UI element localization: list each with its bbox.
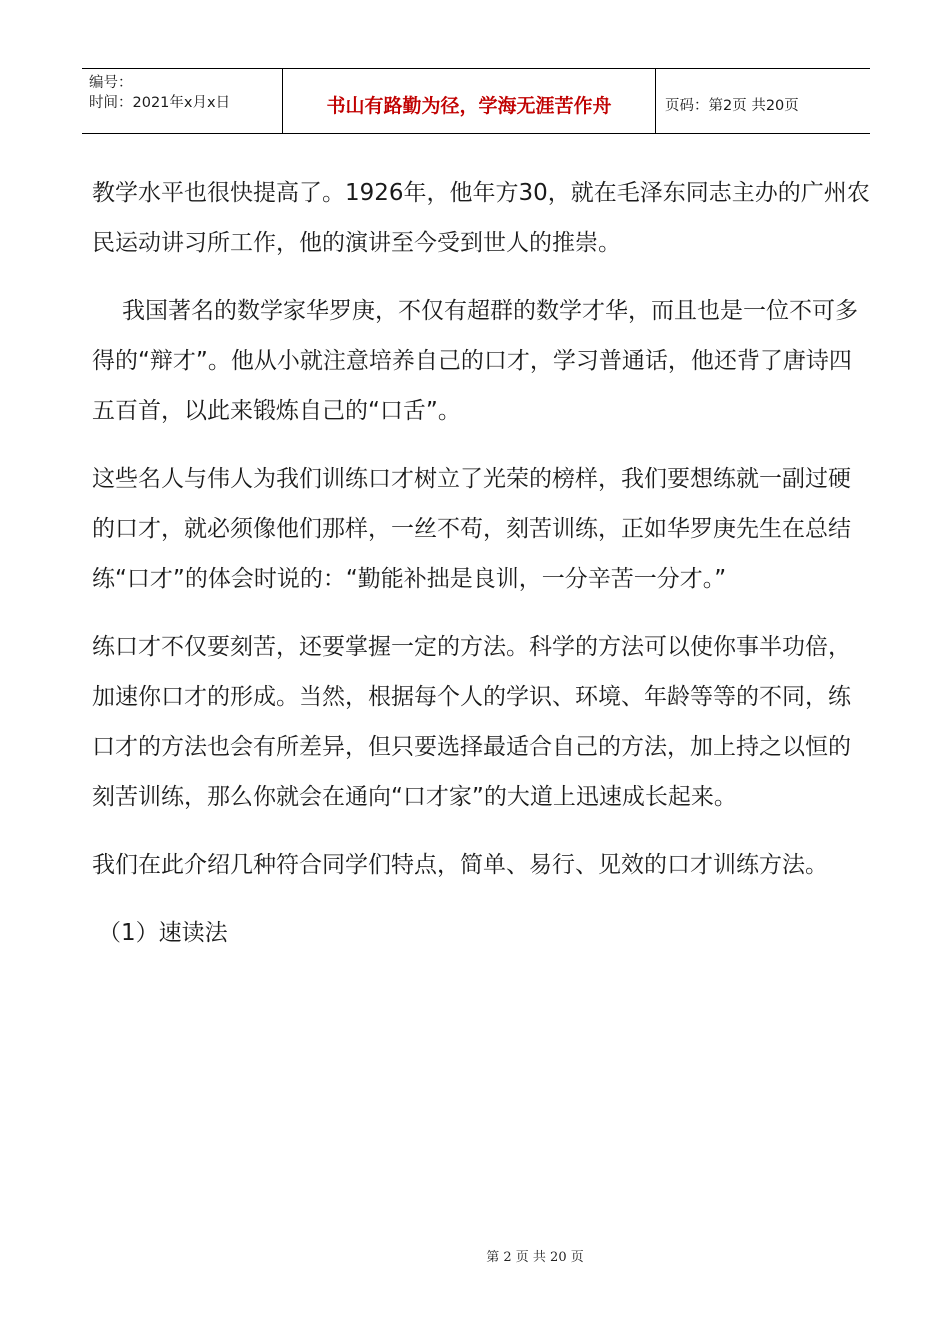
paragraph: 练口才不仅要刻苦，还要掌握一定的方法。科学的方法可以使你事半功倍，加速你口才的形成。当然，根据每个人的学识、环境、年龄等等的不同，练口才的方法也会有所差异，但只要选择最适合自己的方法，加上持之以恒的刻苦训练，那么你就会在通向“口才家”的大道上迅速成长起来。: [92, 634, 851, 810]
paragraph: 我国著名的数学家华罗庚，不仅有超群的数学才华，而且也是一位不可多得的“辩才”。他从小就注意培养自己的口才，学习普通话，他还背了唐诗四五百首，以此来锻炼自己的“口舌”。: [92, 298, 858, 424]
paragraph: 我们在此介绍几种符合同学们特点，简单、易行、见效的口才训练方法。: [92, 852, 828, 878]
header-page-info: 页码：第2页 共20页: [665, 97, 799, 114]
page-footer: 第 2 页 共 20 页: [486, 1250, 584, 1265]
paragraph: 这些名人与伟人为我们训练口才树立了光荣的榜样，我们要想练就一副过硬的口才，就必须像他们那样，一丝不苟，刻苦训练，正如华罗庚先生在总结练“口才”的体会时说的：“勤能补拙是良训，一分辛苦一分才。”: [92, 466, 851, 592]
document-body: [92, 168, 872, 976]
paragraph: 教学水平也很快提高了。1926年，他年方30，就在毛泽东同志主办的广州农民运动讲习所工作，他的演讲至今受到世人的推崇。: [92, 180, 870, 256]
page-header: [82, 68, 870, 134]
header-meta: [82, 69, 282, 133]
number-label: 编号：: [89, 75, 133, 91]
header-motto: 书山有路勤为径，学海无涯苦作舟: [282, 69, 656, 133]
section-heading: （1）速读法: [98, 920, 228, 946]
time-label: 时间：2021年x月x日: [89, 95, 231, 111]
